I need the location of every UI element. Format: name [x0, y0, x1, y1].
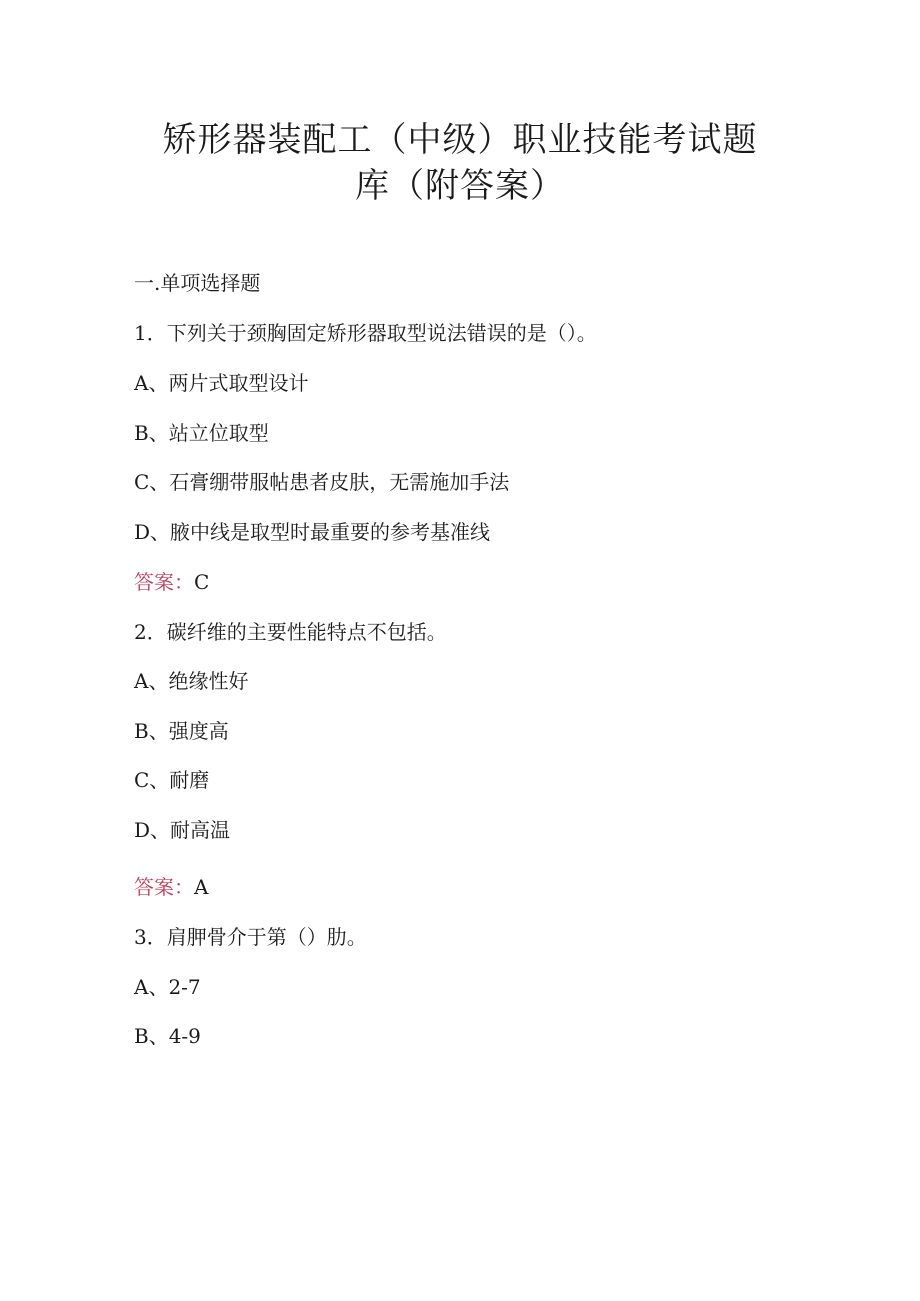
option-item: D、腋中线是取型时最重要的参考基准线: [134, 520, 491, 544]
question-stem: 3．肩胛骨介于第（）肋。: [134, 925, 367, 949]
question-stem: 2．碳纤维的主要性能特点不包括。: [134, 620, 447, 644]
document-title-line-1: 矫形器装配工（中级）职业技能考试题: [162, 120, 758, 160]
answer-line: [134, 877, 208, 897]
option-item: B、强度高: [134, 719, 229, 743]
answer-label: 答案：: [134, 570, 194, 594]
answer-label: 答案：: [134, 875, 194, 899]
option-item: A、两片式取型设计: [134, 371, 309, 395]
option-item: A、绝缘性好: [134, 669, 249, 693]
option-item: B、站立位取型: [134, 421, 269, 445]
document-title-line-2: 库（附答案）: [355, 166, 565, 206]
option-item: C、耐磨: [134, 768, 210, 792]
option-item: A、2-7: [134, 975, 201, 999]
question-stem: 1．下列关于颈胸固定矫形器取型说法错误的是（）。: [134, 321, 597, 345]
section-heading: 一.单项选择题: [134, 271, 261, 295]
answer-value: A: [194, 875, 209, 899]
option-item: B、4-9: [134, 1024, 201, 1048]
option-item: C、石膏绷带服帖患者皮肤，无需施加手法: [134, 470, 510, 494]
answer-line: [134, 572, 209, 592]
answer-value: C: [194, 570, 210, 594]
option-item: D、耐高温: [134, 818, 231, 842]
